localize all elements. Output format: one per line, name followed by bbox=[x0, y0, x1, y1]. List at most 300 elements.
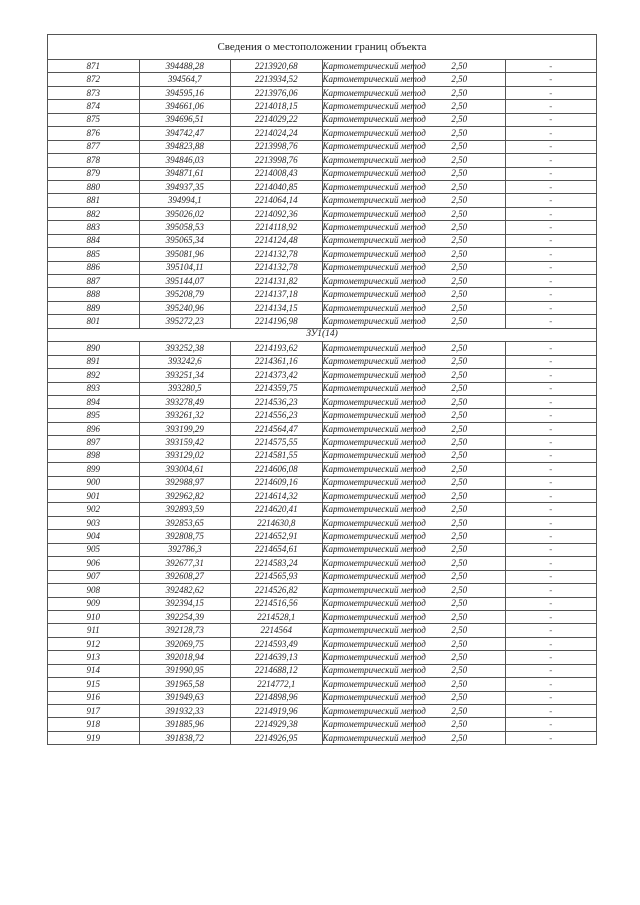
x-coordinate-cell: 393252,38 bbox=[139, 342, 231, 355]
x-coordinate-cell: 392394,15 bbox=[139, 597, 231, 610]
y-coordinate-cell: 2214373,42 bbox=[231, 369, 323, 382]
note-cell: - bbox=[505, 718, 597, 731]
point-number-cell: 801 bbox=[48, 315, 140, 328]
y-coordinate-cell: 2214609,16 bbox=[231, 476, 323, 489]
table-row bbox=[48, 718, 597, 731]
point-number-cell: 907 bbox=[48, 570, 140, 583]
point-number-cell: 876 bbox=[48, 127, 140, 140]
y-coordinate-cell: 2214564 bbox=[231, 624, 323, 637]
method-cell: Картометрический метод bbox=[322, 597, 414, 610]
table-row bbox=[48, 691, 597, 704]
y-coordinate-cell: 2214581,55 bbox=[231, 449, 323, 462]
x-coordinate-cell: 395240,96 bbox=[139, 301, 231, 314]
x-coordinate-cell: 392988,97 bbox=[139, 476, 231, 489]
y-coordinate-cell: 2214606,08 bbox=[231, 463, 323, 476]
y-coordinate-cell: 2214132,78 bbox=[231, 248, 323, 261]
table-row bbox=[48, 664, 597, 677]
x-coordinate-cell: 393159,42 bbox=[139, 436, 231, 449]
method-cell: Картометрический метод bbox=[322, 180, 414, 193]
x-coordinate-cell: 395026,02 bbox=[139, 207, 231, 220]
method-cell: Картометрический метод bbox=[322, 275, 414, 288]
y-coordinate-cell: 2214583,24 bbox=[231, 557, 323, 570]
accuracy-cell: 2,50 bbox=[414, 180, 506, 193]
point-number-cell: 883 bbox=[48, 221, 140, 234]
x-coordinate-cell: 393199,29 bbox=[139, 422, 231, 435]
method-cell: Картометрический метод bbox=[322, 86, 414, 99]
table-row bbox=[48, 409, 597, 422]
y-coordinate-cell: 2214193,62 bbox=[231, 342, 323, 355]
table-title: Сведения о местоположении границ объекта bbox=[48, 35, 597, 60]
point-number-cell: 911 bbox=[48, 624, 140, 637]
note-cell: - bbox=[505, 369, 597, 382]
note-cell: - bbox=[505, 154, 597, 167]
method-cell: Картометрический метод bbox=[322, 664, 414, 677]
table-row bbox=[48, 731, 597, 744]
accuracy-cell: 2,50 bbox=[414, 234, 506, 247]
table-row bbox=[48, 637, 597, 650]
y-coordinate-cell: 2213976,06 bbox=[231, 86, 323, 99]
method-cell: Картометрический метод bbox=[322, 463, 414, 476]
table-row bbox=[48, 543, 597, 556]
point-number-cell: 877 bbox=[48, 140, 140, 153]
point-number-cell: 886 bbox=[48, 261, 140, 274]
accuracy-cell: 2,50 bbox=[414, 731, 506, 744]
point-number-cell: 881 bbox=[48, 194, 140, 207]
method-cell: Картометрический метод bbox=[322, 422, 414, 435]
point-number-cell: 894 bbox=[48, 395, 140, 408]
table-row bbox=[48, 180, 597, 193]
point-number-cell: 905 bbox=[48, 543, 140, 556]
accuracy-cell: 2,50 bbox=[414, 167, 506, 180]
table-row bbox=[48, 503, 597, 516]
note-cell: - bbox=[505, 234, 597, 247]
accuracy-cell: 2,50 bbox=[414, 140, 506, 153]
method-cell: Картометрический метод bbox=[322, 369, 414, 382]
x-coordinate-cell: 393004,61 bbox=[139, 463, 231, 476]
point-number-cell: 891 bbox=[48, 355, 140, 368]
method-cell: Картометрический метод bbox=[322, 167, 414, 180]
table-row bbox=[48, 490, 597, 503]
y-coordinate-cell: 2213934,52 bbox=[231, 73, 323, 86]
note-cell: - bbox=[505, 664, 597, 677]
table-row bbox=[48, 516, 597, 529]
point-number-cell: 910 bbox=[48, 610, 140, 623]
point-number-cell: 875 bbox=[48, 113, 140, 126]
x-coordinate-cell: 393129,02 bbox=[139, 449, 231, 462]
method-cell: Картометрический метод bbox=[322, 382, 414, 395]
method-cell: Картометрический метод bbox=[322, 73, 414, 86]
table-row bbox=[48, 167, 597, 180]
note-cell: - bbox=[505, 530, 597, 543]
y-coordinate-cell: 2214118,92 bbox=[231, 221, 323, 234]
note-cell: - bbox=[505, 100, 597, 113]
x-coordinate-cell: 392069,75 bbox=[139, 637, 231, 650]
table-row bbox=[48, 127, 597, 140]
y-coordinate-cell: 2214516,56 bbox=[231, 597, 323, 610]
x-coordinate-cell: 395144,07 bbox=[139, 275, 231, 288]
y-coordinate-cell: 2214926,95 bbox=[231, 731, 323, 744]
accuracy-cell: 2,50 bbox=[414, 691, 506, 704]
note-cell: - bbox=[505, 651, 597, 664]
y-coordinate-cell: 2214124,48 bbox=[231, 234, 323, 247]
method-cell: Картометрический метод bbox=[322, 557, 414, 570]
y-coordinate-cell: 2214688,12 bbox=[231, 664, 323, 677]
note-cell: - bbox=[505, 436, 597, 449]
x-coordinate-cell: 391885,96 bbox=[139, 718, 231, 731]
point-number-cell: 915 bbox=[48, 678, 140, 691]
point-number-cell: 906 bbox=[48, 557, 140, 570]
point-number-cell: 914 bbox=[48, 664, 140, 677]
note-cell: - bbox=[505, 463, 597, 476]
note-cell: - bbox=[505, 315, 597, 328]
y-coordinate-cell: 2214137,18 bbox=[231, 288, 323, 301]
accuracy-cell: 2,50 bbox=[414, 436, 506, 449]
table-row bbox=[48, 275, 597, 288]
accuracy-cell: 2,50 bbox=[414, 584, 506, 597]
accuracy-cell: 2,50 bbox=[414, 154, 506, 167]
table-row bbox=[48, 705, 597, 718]
table-row bbox=[48, 100, 597, 113]
title-row bbox=[48, 35, 597, 60]
accuracy-cell: 2,50 bbox=[414, 503, 506, 516]
accuracy-cell: 2,50 bbox=[414, 113, 506, 126]
method-cell: Картометрический метод bbox=[322, 584, 414, 597]
accuracy-cell: 2,50 bbox=[414, 637, 506, 650]
method-cell: Картометрический метод bbox=[322, 731, 414, 744]
note-cell: - bbox=[505, 409, 597, 422]
point-number-cell: 892 bbox=[48, 369, 140, 382]
y-coordinate-cell: 2214593,49 bbox=[231, 637, 323, 650]
x-coordinate-cell: 392018,94 bbox=[139, 651, 231, 664]
note-cell: - bbox=[505, 503, 597, 516]
point-number-cell: 917 bbox=[48, 705, 140, 718]
point-number-cell: 900 bbox=[48, 476, 140, 489]
point-number-cell: 913 bbox=[48, 651, 140, 664]
accuracy-cell: 2,50 bbox=[414, 207, 506, 220]
y-coordinate-cell: 2214092,36 bbox=[231, 207, 323, 220]
x-coordinate-cell: 395208,79 bbox=[139, 288, 231, 301]
note-cell: - bbox=[505, 194, 597, 207]
x-coordinate-cell: 394696,51 bbox=[139, 113, 231, 126]
method-cell: Картометрический метод bbox=[322, 490, 414, 503]
note-cell: - bbox=[505, 86, 597, 99]
x-coordinate-cell: 395104,11 bbox=[139, 261, 231, 274]
y-coordinate-cell: 2214008,43 bbox=[231, 167, 323, 180]
note-cell: - bbox=[505, 355, 597, 368]
point-number-cell: 879 bbox=[48, 167, 140, 180]
point-number-cell: 896 bbox=[48, 422, 140, 435]
x-coordinate-cell: 392677,31 bbox=[139, 557, 231, 570]
point-number-cell: 880 bbox=[48, 180, 140, 193]
accuracy-cell: 2,50 bbox=[414, 490, 506, 503]
y-coordinate-cell: 2214639,13 bbox=[231, 651, 323, 664]
table-row bbox=[48, 382, 597, 395]
note-cell: - bbox=[505, 127, 597, 140]
point-number-cell: 893 bbox=[48, 382, 140, 395]
x-coordinate-cell: 394871,61 bbox=[139, 167, 231, 180]
note-cell: - bbox=[505, 382, 597, 395]
section-row bbox=[48, 328, 597, 341]
table-row bbox=[48, 315, 597, 328]
accuracy-cell: 2,50 bbox=[414, 570, 506, 583]
table-row bbox=[48, 221, 597, 234]
accuracy-cell: 2,50 bbox=[414, 301, 506, 314]
method-cell: Картометрический метод bbox=[322, 288, 414, 301]
x-coordinate-cell: 392608,27 bbox=[139, 570, 231, 583]
y-coordinate-cell: 2214919,96 bbox=[231, 705, 323, 718]
point-number-cell: 897 bbox=[48, 436, 140, 449]
y-coordinate-cell: 2214654,61 bbox=[231, 543, 323, 556]
point-number-cell: 874 bbox=[48, 100, 140, 113]
method-cell: Картометрический метод bbox=[322, 503, 414, 516]
x-coordinate-cell: 392962,82 bbox=[139, 490, 231, 503]
x-coordinate-cell: 394994,1 bbox=[139, 194, 231, 207]
point-number-cell: 887 bbox=[48, 275, 140, 288]
y-coordinate-cell: 2214630,8 bbox=[231, 516, 323, 529]
note-cell: - bbox=[505, 261, 597, 274]
y-coordinate-cell: 2214528,1 bbox=[231, 610, 323, 623]
table-row bbox=[48, 154, 597, 167]
method-cell: Картометрический метод bbox=[322, 261, 414, 274]
method-cell: Картометрический метод bbox=[322, 516, 414, 529]
section-label: ЗУ1(14) bbox=[48, 328, 597, 341]
point-number-cell: 919 bbox=[48, 731, 140, 744]
x-coordinate-cell: 392893,59 bbox=[139, 503, 231, 516]
method-cell: Картометрический метод bbox=[322, 342, 414, 355]
point-number-cell: 890 bbox=[48, 342, 140, 355]
note-cell: - bbox=[505, 248, 597, 261]
accuracy-cell: 2,50 bbox=[414, 409, 506, 422]
method-cell: Картометрический метод bbox=[322, 678, 414, 691]
x-coordinate-cell: 391932,33 bbox=[139, 705, 231, 718]
method-cell: Картометрический метод bbox=[322, 409, 414, 422]
x-coordinate-cell: 391949,63 bbox=[139, 691, 231, 704]
accuracy-cell: 2,50 bbox=[414, 261, 506, 274]
y-coordinate-cell: 2214029,22 bbox=[231, 113, 323, 126]
method-cell: Картометрический метод bbox=[322, 221, 414, 234]
point-number-cell: 895 bbox=[48, 409, 140, 422]
accuracy-cell: 2,50 bbox=[414, 543, 506, 556]
table-row bbox=[48, 342, 597, 355]
y-coordinate-cell: 2214024,24 bbox=[231, 127, 323, 140]
accuracy-cell: 2,50 bbox=[414, 678, 506, 691]
method-cell: Картометрический метод bbox=[322, 543, 414, 556]
table-row bbox=[48, 610, 597, 623]
note-cell: - bbox=[505, 705, 597, 718]
y-coordinate-cell: 2214196,98 bbox=[231, 315, 323, 328]
y-coordinate-cell: 2214614,32 bbox=[231, 490, 323, 503]
y-coordinate-cell: 2213998,76 bbox=[231, 154, 323, 167]
method-cell: Картометрический метод bbox=[322, 113, 414, 126]
note-cell: - bbox=[505, 275, 597, 288]
y-coordinate-cell: 2214359,75 bbox=[231, 382, 323, 395]
x-coordinate-cell: 393251,34 bbox=[139, 369, 231, 382]
y-coordinate-cell: 2214556,23 bbox=[231, 409, 323, 422]
point-number-cell: 873 bbox=[48, 86, 140, 99]
x-coordinate-cell: 391990,95 bbox=[139, 664, 231, 677]
table-row bbox=[48, 570, 597, 583]
x-coordinate-cell: 395065,34 bbox=[139, 234, 231, 247]
x-coordinate-cell: 394823,88 bbox=[139, 140, 231, 153]
note-cell: - bbox=[505, 476, 597, 489]
y-coordinate-cell: 2214652,91 bbox=[231, 530, 323, 543]
y-coordinate-cell: 2213998,76 bbox=[231, 140, 323, 153]
x-coordinate-cell: 392786,3 bbox=[139, 543, 231, 556]
accuracy-cell: 2,50 bbox=[414, 355, 506, 368]
note-cell: - bbox=[505, 610, 597, 623]
table-row bbox=[48, 463, 597, 476]
note-cell: - bbox=[505, 167, 597, 180]
boundary-table bbox=[47, 34, 597, 745]
method-cell: Картометрический метод bbox=[322, 610, 414, 623]
table-row bbox=[48, 597, 597, 610]
table-row bbox=[48, 288, 597, 301]
note-cell: - bbox=[505, 557, 597, 570]
accuracy-cell: 2,50 bbox=[414, 664, 506, 677]
note-cell: - bbox=[505, 570, 597, 583]
accuracy-cell: 2,50 bbox=[414, 100, 506, 113]
method-cell: Картометрический метод bbox=[322, 718, 414, 731]
accuracy-cell: 2,50 bbox=[414, 449, 506, 462]
note-cell: - bbox=[505, 342, 597, 355]
table-row bbox=[48, 234, 597, 247]
method-cell: Картометрический метод bbox=[322, 637, 414, 650]
note-cell: - bbox=[505, 288, 597, 301]
note-cell: - bbox=[505, 584, 597, 597]
accuracy-cell: 2,50 bbox=[414, 221, 506, 234]
note-cell: - bbox=[505, 207, 597, 220]
x-coordinate-cell: 392254,39 bbox=[139, 610, 231, 623]
y-coordinate-cell: 2214772,1 bbox=[231, 678, 323, 691]
method-cell: Картометрический метод bbox=[322, 395, 414, 408]
method-cell: Картометрический метод bbox=[322, 436, 414, 449]
note-cell: - bbox=[505, 113, 597, 126]
note-cell: - bbox=[505, 60, 597, 73]
accuracy-cell: 2,50 bbox=[414, 73, 506, 86]
note-cell: - bbox=[505, 140, 597, 153]
note-cell: - bbox=[505, 597, 597, 610]
note-cell: - bbox=[505, 73, 597, 86]
y-coordinate-cell: 2214620,41 bbox=[231, 503, 323, 516]
accuracy-cell: 2,50 bbox=[414, 369, 506, 382]
table-row bbox=[48, 395, 597, 408]
method-cell: Картометрический метод bbox=[322, 127, 414, 140]
table-row bbox=[48, 355, 597, 368]
document-page bbox=[47, 34, 597, 745]
table-row bbox=[48, 422, 597, 435]
point-number-cell: 884 bbox=[48, 234, 140, 247]
x-coordinate-cell: 391838,72 bbox=[139, 731, 231, 744]
x-coordinate-cell: 393261,32 bbox=[139, 409, 231, 422]
y-coordinate-cell: 2214132,78 bbox=[231, 261, 323, 274]
table-row bbox=[48, 113, 597, 126]
x-coordinate-cell: 394937,35 bbox=[139, 180, 231, 193]
y-coordinate-cell: 2214018,15 bbox=[231, 100, 323, 113]
note-cell: - bbox=[505, 637, 597, 650]
method-cell: Картометрический метод bbox=[322, 315, 414, 328]
y-coordinate-cell: 2214565,93 bbox=[231, 570, 323, 583]
point-number-cell: 901 bbox=[48, 490, 140, 503]
accuracy-cell: 2,50 bbox=[414, 342, 506, 355]
method-cell: Картометрический метод bbox=[322, 140, 414, 153]
note-cell: - bbox=[505, 731, 597, 744]
table-row bbox=[48, 301, 597, 314]
y-coordinate-cell: 2214040,85 bbox=[231, 180, 323, 193]
point-number-cell: 878 bbox=[48, 154, 140, 167]
x-coordinate-cell: 394846,03 bbox=[139, 154, 231, 167]
note-cell: - bbox=[505, 624, 597, 637]
accuracy-cell: 2,50 bbox=[414, 476, 506, 489]
x-coordinate-cell: 392128,73 bbox=[139, 624, 231, 637]
method-cell: Картометрический метод bbox=[322, 301, 414, 314]
table-row bbox=[48, 140, 597, 153]
method-cell: Картометрический метод bbox=[322, 651, 414, 664]
table-row bbox=[48, 73, 597, 86]
table-row bbox=[48, 624, 597, 637]
point-number-cell: 898 bbox=[48, 449, 140, 462]
note-cell: - bbox=[505, 691, 597, 704]
note-cell: - bbox=[505, 449, 597, 462]
method-cell: Картометрический метод bbox=[322, 476, 414, 489]
method-cell: Картометрический метод bbox=[322, 248, 414, 261]
x-coordinate-cell: 395081,96 bbox=[139, 248, 231, 261]
y-coordinate-cell: 2214575,55 bbox=[231, 436, 323, 449]
accuracy-cell: 2,50 bbox=[414, 557, 506, 570]
method-cell: Картометрический метод bbox=[322, 355, 414, 368]
method-cell: Картометрический метод bbox=[322, 705, 414, 718]
x-coordinate-cell: 392808,75 bbox=[139, 530, 231, 543]
point-number-cell: 889 bbox=[48, 301, 140, 314]
table-row bbox=[48, 248, 597, 261]
point-number-cell: 885 bbox=[48, 248, 140, 261]
note-cell: - bbox=[505, 395, 597, 408]
x-coordinate-cell: 393242,6 bbox=[139, 355, 231, 368]
accuracy-cell: 2,50 bbox=[414, 463, 506, 476]
table-row bbox=[48, 60, 597, 73]
table-row bbox=[48, 476, 597, 489]
method-cell: Картометрический метод bbox=[322, 154, 414, 167]
y-coordinate-cell: 2214526,82 bbox=[231, 584, 323, 597]
x-coordinate-cell: 393280,5 bbox=[139, 382, 231, 395]
table-row bbox=[48, 678, 597, 691]
note-cell: - bbox=[505, 678, 597, 691]
y-coordinate-cell: 2214536,23 bbox=[231, 395, 323, 408]
x-coordinate-cell: 392853,65 bbox=[139, 516, 231, 529]
accuracy-cell: 2,50 bbox=[414, 516, 506, 529]
x-coordinate-cell: 394742,47 bbox=[139, 127, 231, 140]
note-cell: - bbox=[505, 516, 597, 529]
point-number-cell: 872 bbox=[48, 73, 140, 86]
point-number-cell: 871 bbox=[48, 60, 140, 73]
method-cell: Картометрический метод bbox=[322, 234, 414, 247]
x-coordinate-cell: 394488,28 bbox=[139, 60, 231, 73]
method-cell: Картометрический метод bbox=[322, 207, 414, 220]
point-number-cell: 902 bbox=[48, 503, 140, 516]
accuracy-cell: 2,50 bbox=[414, 275, 506, 288]
table-row bbox=[48, 449, 597, 462]
point-number-cell: 888 bbox=[48, 288, 140, 301]
x-coordinate-cell: 393278,49 bbox=[139, 395, 231, 408]
y-coordinate-cell: 2214564,47 bbox=[231, 422, 323, 435]
point-number-cell: 903 bbox=[48, 516, 140, 529]
y-coordinate-cell: 2214898,96 bbox=[231, 691, 323, 704]
accuracy-cell: 2,50 bbox=[414, 422, 506, 435]
table-row bbox=[48, 530, 597, 543]
note-cell: - bbox=[505, 221, 597, 234]
point-number-cell: 882 bbox=[48, 207, 140, 220]
point-number-cell: 912 bbox=[48, 637, 140, 650]
accuracy-cell: 2,50 bbox=[414, 705, 506, 718]
